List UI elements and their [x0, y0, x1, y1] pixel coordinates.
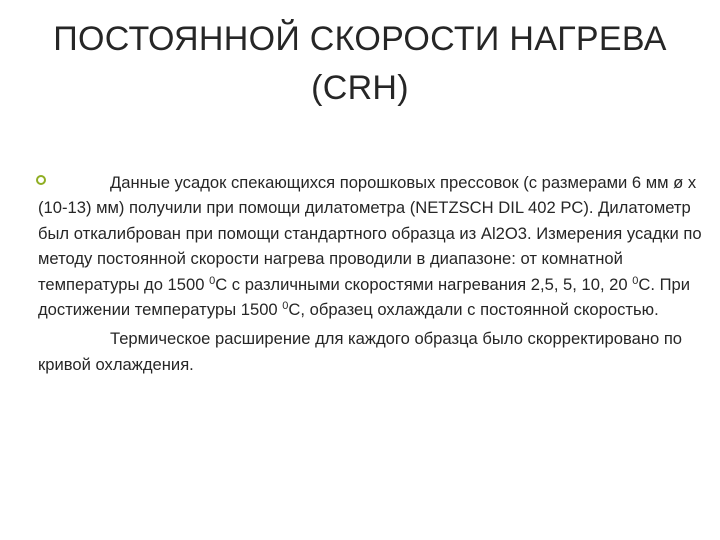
- degree-superscript: 0: [632, 274, 639, 287]
- slide-title-line-2: (CRH): [311, 69, 409, 107]
- paragraph-2: Термическое расширение для каждого образца было скорректировано по кривой охлаждения.: [38, 329, 683, 374]
- paragraph-1: [38, 170, 710, 322]
- paragraph-1-part-2: С с различными скоростями нагревания 2,5, 5, 10, 20: [215, 274, 633, 294]
- paragraph-1-part-1: Данные усадок спекающихся порошковых прессовок (с размерами 6 мм ø х (10-13) мм) получили при помощи дилатометра (NETZSCH DIL 402 PC). Дилатометр был откалиброван при помощи стандартного образца из Al2O3. Измерения усадки по методу постоянной скорости нагрева проводили в диапазоне: от комнатной температуры до 1500: [38, 173, 702, 294]
- degree-superscript: 0: [209, 274, 216, 287]
- degree-superscript: 0: [282, 300, 289, 313]
- body-text: [38, 170, 710, 377]
- paragraph-1-part-3: С. При достижении температуры 1500: [38, 274, 691, 320]
- paragraph-1-part-4: С, образец охлаждали с постоянной скоростью.: [288, 300, 659, 320]
- slide-title-line-1: ПОСТОЯННОЙ СКОРОСТИ НАГРЕВА: [53, 20, 667, 58]
